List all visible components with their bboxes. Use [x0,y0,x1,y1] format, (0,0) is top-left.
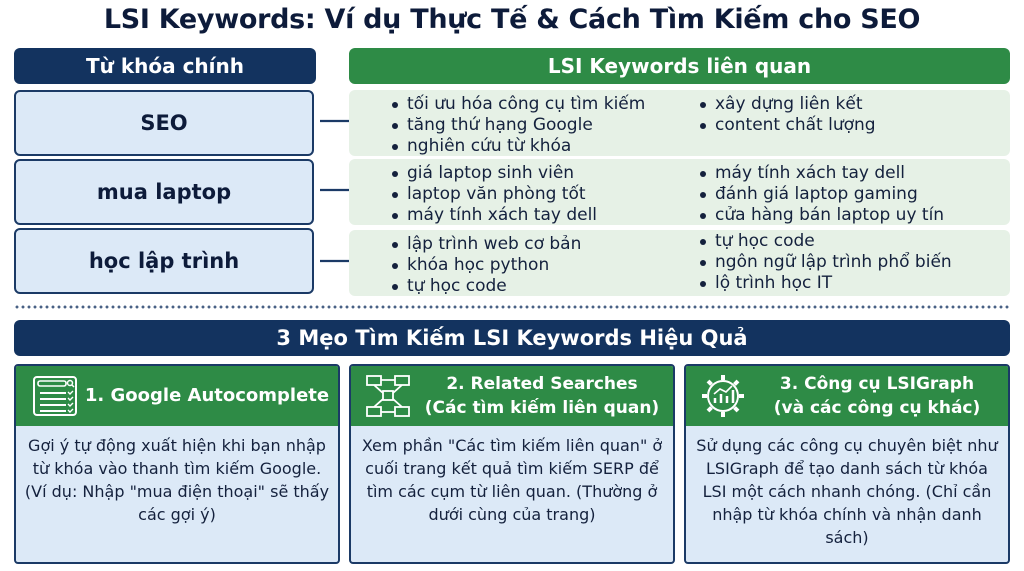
tip-title-line2: (và các công cụ khác) [773,398,981,418]
tip-card-google-autocomplete [14,364,340,564]
tip-body: Sử dụng các công cụ chuyên biệt như LSIGraph để tạo danh sách từ khóa LSI một cách nhanh chóng. (Chỉ cần nhập từ khóa chính và nhận danh sách) [696,436,998,547]
list-item: giá laptop sinh viên [389,163,597,184]
tips-banner: 3 Mẹo Tìm Kiếm LSI Keywords Hiệu Quả [14,320,1010,356]
lsi-list-right [697,163,944,226]
tip-card-lsigraph [684,364,1010,564]
tip-header [16,366,338,426]
gear-chart-icon [696,372,750,420]
lsi-list-left [389,94,645,157]
tip-title-line1: 3. Công cụ LSIGraph [779,374,975,394]
list-item: đánh giá laptop gaming [697,184,944,205]
lsi-list-left [389,163,597,226]
tip-body: Xem phần "Các tìm kiếm liên quan" ở cuối trang kết quả tìm kiếm SERP để tìm các cụm từ liên quan. (Thường ở dưới cùng của trang) [361,436,663,524]
tip-header [686,366,1008,426]
keyword-box-seo: SEO [14,90,314,156]
lsi-list-left [389,234,581,297]
tip-body: Gợi ý tự động xuất hiện khi bạn nhập từ khóa vào thanh tìm kiếm Google. (Ví dụ: Nhập "mua điện thoại" sẽ thấy các gợi ý) [24,436,330,524]
tip-title [752,366,1002,426]
list-item: khóa học python [389,255,581,276]
lsi-box-mua-laptop [349,159,1010,225]
tip-title [82,366,332,426]
search-list-icon [26,372,80,420]
tip-card-related-searches [349,364,675,564]
list-item: lộ trình học IT [697,273,952,294]
list-item: máy tính xách tay dell [389,205,597,226]
lsi-box-hoc-lap-trinh [349,230,1010,296]
tip-title-line1: 2. Related Searches [446,374,638,394]
list-item: laptop văn phòng tốt [389,184,597,205]
list-item: cửa hàng bán laptop uy tín [697,205,944,226]
keyword-box-hoc-lap-trinh: học lập trình [14,228,314,294]
list-item: tối ưu hóa công cụ tìm kiếm [389,94,645,115]
list-item: tự học code [389,276,581,297]
list-item: xây dựng liên kết [697,94,876,115]
tip-title-line1: 1. Google Autocomplete [84,385,330,406]
flowchart-icon [361,372,415,420]
tip-title-line2: (Các tìm kiếm liên quan) [424,398,660,418]
page-title: LSI Keywords: Ví dụ Thực Tế & Cách Tìm Kiếm cho SEO [103,4,921,35]
keyword-box-mua-laptop: mua laptop [14,159,314,225]
main-keyword-header: Từ khóa chính [14,48,316,84]
list-item: content chất lượng [697,115,876,136]
lsi-list-right [697,231,952,294]
list-item: máy tính xách tay dell [697,163,944,184]
list-item: tự học code [697,231,952,252]
list-item: nghiên cứu từ khóa [389,136,645,157]
list-item: tăng thứ hạng Google [389,115,645,136]
list-item: ngôn ngữ lập trình phổ biến [697,252,952,273]
section-divider [14,305,1010,309]
lsi-box-seo [349,90,1010,156]
tip-header [351,366,673,426]
tip-title [417,366,667,426]
list-item: lập trình web cơ bản [389,234,581,255]
lsi-list-right [697,94,876,136]
lsi-keywords-header: LSI Keywords liên quan [349,48,1010,84]
